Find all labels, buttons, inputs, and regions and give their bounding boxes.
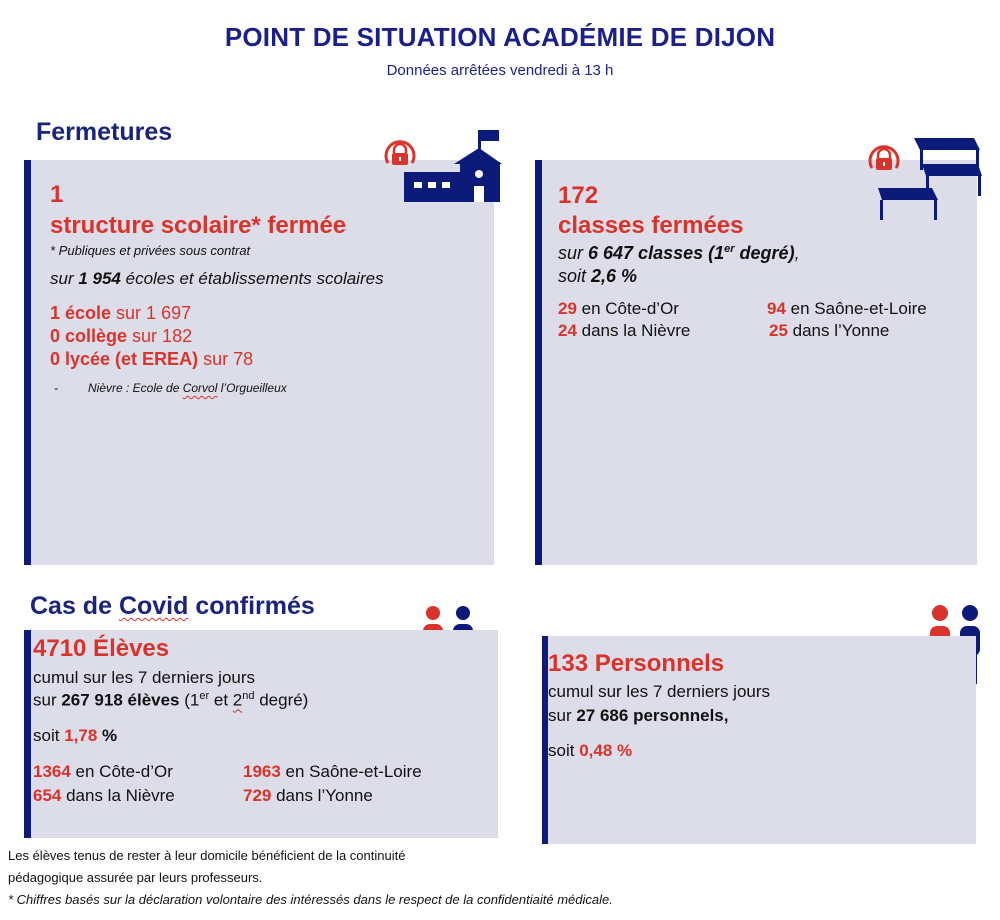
eleves-ratio: [33, 726, 117, 746]
eleves-dept-saone-et-loire: [243, 762, 422, 782]
section-heading-fermetures: Fermetures: [36, 118, 173, 146]
panel-eleves-bar: [24, 630, 31, 838]
dept-name: en Saône-et-Loire: [280, 762, 422, 781]
structures-line-colleges: [50, 325, 253, 348]
eleves-sup2: nd: [242, 690, 255, 702]
dept-name: dans l’Yonne: [787, 321, 890, 340]
classes-total: [558, 243, 800, 264]
eleves-sup1: er: [199, 690, 210, 702]
school-building-icon: [404, 128, 504, 204]
dept-name: en Côte-d’Or: [576, 299, 679, 318]
dept-value: 1364: [33, 762, 71, 781]
classes-total-comma: ,: [794, 243, 800, 263]
personnels-total-value: 27 686 personnels,: [576, 706, 729, 725]
line-rest: sur 78: [198, 349, 254, 369]
dept-value: 1963: [243, 762, 281, 781]
dept-value: 24: [558, 321, 577, 340]
structures-total-value: 1 954: [78, 269, 121, 288]
page-title: POINT DE SITUATION ACADÉMIE DE DIJON: [224, 22, 776, 52]
personnels-ratio: [548, 741, 632, 761]
dept-value: 25: [769, 321, 788, 340]
eleves-ratio-unit: %: [97, 726, 118, 745]
line-value: 1 école: [50, 303, 112, 323]
personnels-count: 133 Personnels: [548, 650, 725, 677]
dept-value: 654: [33, 786, 62, 805]
structures-line-ecoles: [50, 302, 253, 325]
structures-breakdown: [50, 302, 253, 371]
classes-total-sup: er: [724, 243, 735, 255]
detail-post: l’Orgueilleux: [217, 381, 287, 395]
eleves-total-prefix: sur: [33, 690, 62, 710]
footer-line-2: pédagogique assurée par leurs professeurs.: [8, 870, 263, 885]
personnels-cumul: cumul sur les 7 derniers jours: [548, 682, 771, 701]
heading-pre: Cas de: [30, 592, 119, 620]
dept-name: en Côte-d’Or: [70, 762, 173, 781]
dept-value: 729: [243, 786, 272, 805]
detail-dash: -: [54, 381, 58, 395]
eleves-dept-cote-dor: [33, 762, 173, 782]
footer-line-3: * Chiffres basés sur la déclaration volontaire des intéressés dans le respect de la confidentiaité médicale.: [8, 892, 613, 907]
classes-dept-cote-dor: [558, 299, 679, 319]
personnels-total: [548, 706, 728, 726]
line-value: 0 lycée (et EREA): [50, 349, 199, 369]
classes-total-value: [588, 243, 795, 263]
structures-total-suffix: écoles et établissements scolaires: [120, 269, 384, 288]
classes-dept-nievre: [558, 321, 690, 341]
dept-name: dans la Nièvre: [61, 786, 175, 805]
line-value: 0 collège: [50, 326, 128, 346]
classes-count: 172: [558, 182, 599, 209]
footer-line-1: Les élèves tenus de rester à leur domicile bénéficient de la continuité: [8, 848, 406, 863]
eleves-count: 4710 Élèves: [33, 635, 170, 662]
structures-note: * Publiques et privées sous contrat: [50, 243, 251, 258]
panel-classes-bar: [535, 160, 542, 565]
personnels-ratio-prefix: soit: [548, 741, 580, 760]
structures-label: structure scolaire* fermée: [50, 212, 347, 239]
personnels-total-prefix: sur: [548, 706, 577, 725]
page-subtitle: Données arrêtées vendredi à 13 h: [386, 62, 614, 79]
heading-word: Covid: [118, 592, 189, 620]
dept-name: dans la Nièvre: [576, 321, 691, 340]
eleves-total: [33, 690, 308, 711]
classes-ratio-value: 2,6 %: [591, 266, 638, 286]
section-heading-covid: [30, 592, 315, 621]
dept-name: dans l’Yonne: [271, 786, 373, 805]
dept-name: en Saône-et-Loire: [785, 299, 927, 318]
classes-dept-saone-et-loire: [767, 299, 927, 319]
eleves-mid: et: [209, 690, 233, 710]
eleves-ratio-prefix: soit: [33, 726, 65, 745]
classes-total-prefix: sur: [558, 243, 589, 263]
structures-total: [50, 269, 384, 289]
structures-count: 1: [50, 181, 64, 208]
eleves-dept-yonne: [243, 786, 373, 806]
personnels-ratio-value: 0,48 %: [579, 741, 633, 760]
classes-ratio-prefix: soit: [558, 266, 592, 286]
dept-value: 29: [558, 299, 577, 318]
classroom-desks-icon: [874, 130, 984, 225]
structures-total-prefix: sur: [50, 269, 79, 288]
eleves-cumul: cumul sur les 7 derniers jours: [33, 668, 256, 687]
classes-label: classes fermées: [558, 212, 744, 239]
line-rest: sur 182: [127, 326, 193, 346]
dept-value: 94: [767, 299, 786, 318]
eleves-paren-open: (1: [179, 690, 200, 710]
structures-detail: [54, 381, 287, 395]
panel-structures-bar: [24, 160, 31, 565]
classes-dept-yonne: [769, 321, 889, 341]
heading-post: confirmés: [188, 592, 315, 620]
line-rest: sur 1 697: [111, 303, 192, 323]
eleves-total-value: 267 918 élèves: [61, 690, 180, 710]
structures-line-lycees: [50, 348, 253, 371]
classes-total-suffix: degré): [734, 243, 795, 263]
classes-total-num: 6 647 classes (1: [588, 243, 725, 263]
detail-word: Corvol: [182, 381, 218, 395]
eleves-dept-nievre: [33, 786, 175, 806]
detail-pre: Nièvre : Ecole de: [88, 381, 183, 395]
eleves-paren-close: degré): [254, 690, 309, 710]
eleves-num2: 2: [232, 690, 243, 710]
eleves-ratio-value: 1,78: [64, 726, 98, 745]
classes-ratio: [558, 266, 637, 287]
